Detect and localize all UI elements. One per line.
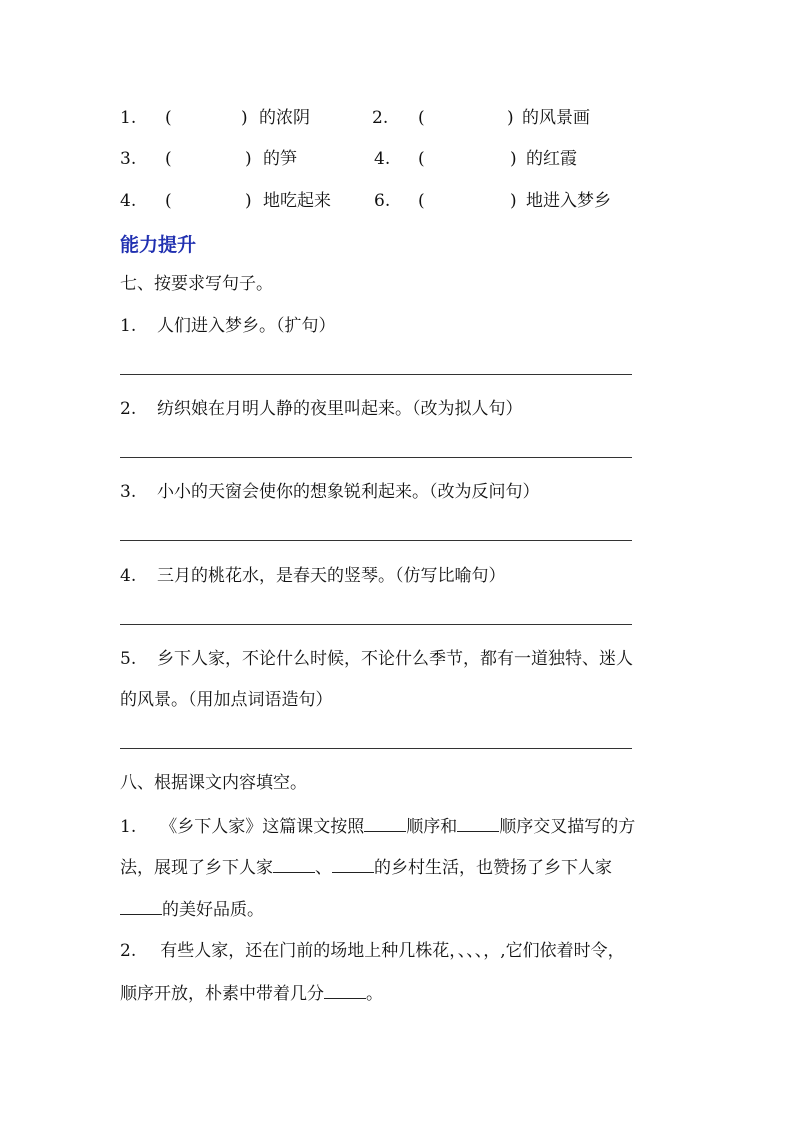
blank-suffix: 地进入梦乡 bbox=[526, 191, 611, 211]
blank[interactable] bbox=[324, 983, 366, 999]
close-paren: ) bbox=[245, 191, 252, 211]
item-number: 4. bbox=[120, 191, 137, 211]
blank-suffix: 的笋 bbox=[263, 149, 297, 169]
open-paren: ( bbox=[418, 108, 425, 128]
fill-text: 《乡下人家》这篇课文按照 bbox=[160, 817, 365, 837]
fill-text: 顺序和 bbox=[406, 817, 458, 837]
item-number: 5. bbox=[120, 649, 137, 669]
item-number: 1. bbox=[120, 316, 137, 336]
answer-line[interactable] bbox=[120, 624, 632, 625]
fill-line bbox=[120, 983, 383, 1004]
item-text: 乡下人家，不论什么时候，不论什么季节，都有一道独特、迷人 bbox=[157, 649, 633, 669]
blank-suffix: 的浓阴 bbox=[259, 108, 310, 128]
item-number: 3. bbox=[120, 482, 137, 502]
fill-line bbox=[120, 857, 612, 878]
close-paren: ) bbox=[507, 108, 514, 128]
fill-text: 的乡村生活，也赞扬了乡下人家 bbox=[374, 858, 612, 878]
item-number: 2. bbox=[120, 941, 137, 961]
fill-text: 。 bbox=[366, 984, 383, 1004]
answer-line[interactable] bbox=[120, 457, 632, 458]
blank-suffix: 的风景画 bbox=[522, 108, 590, 128]
open-paren: ( bbox=[418, 149, 425, 169]
open-paren: ( bbox=[418, 191, 425, 211]
section8-title: 八、根据课文内容填空。 bbox=[120, 773, 307, 793]
item-text: 人们进入梦乡。（扩句） bbox=[157, 316, 336, 336]
fill-text: 顺序交叉描写的方 bbox=[499, 817, 636, 837]
blank[interactable] bbox=[457, 816, 499, 832]
item-number: 4. bbox=[120, 566, 137, 586]
blank[interactable] bbox=[120, 899, 162, 915]
open-paren: ( bbox=[165, 149, 172, 169]
blank-suffix: 地吃起来 bbox=[263, 191, 331, 211]
answer-line[interactable] bbox=[120, 540, 632, 541]
fill-text: 法，展现了乡下人家 bbox=[120, 858, 273, 878]
item-number: 1. bbox=[120, 108, 137, 128]
answer-line[interactable] bbox=[120, 748, 632, 749]
item-number: 1. bbox=[120, 817, 137, 837]
open-paren: ( bbox=[165, 108, 172, 128]
fill-line bbox=[120, 816, 635, 837]
item-text: 三月的桃花水，是春天的竖琴。（仿写比喻句） bbox=[157, 566, 506, 586]
answer-line[interactable] bbox=[120, 374, 632, 375]
item-number: 2. bbox=[372, 108, 389, 128]
fill-text: 的美好品质。 bbox=[162, 900, 264, 920]
item-text: 小小的天窗会使你的想象锐利起来。（改为反问句） bbox=[157, 482, 540, 502]
close-paren: ) bbox=[241, 108, 248, 128]
blank-suffix: 的红霞 bbox=[526, 149, 577, 169]
fill-text: 有些人家，还在门前的场地上种几株花，、、、，,它们依着时令， bbox=[160, 941, 625, 961]
blank[interactable] bbox=[273, 857, 315, 873]
close-paren: ) bbox=[510, 149, 517, 169]
item-text-continued: 的风景。（用加点词语造句） bbox=[120, 690, 333, 710]
section-heading: 能力提升 bbox=[120, 234, 197, 256]
close-paren: ) bbox=[510, 191, 517, 211]
item-number: 6. bbox=[374, 191, 391, 211]
item-number: 3. bbox=[120, 149, 137, 169]
close-paren: ) bbox=[245, 149, 252, 169]
fill-line bbox=[120, 899, 264, 920]
open-paren: ( bbox=[165, 191, 172, 211]
fill-text: 、 bbox=[315, 858, 332, 878]
fill-line bbox=[120, 941, 625, 961]
item-text: 纺织娘在月明人静的夜里叫起来。（改为拟人句） bbox=[157, 399, 523, 419]
blank[interactable] bbox=[364, 816, 406, 832]
item-number: 4. bbox=[374, 149, 391, 169]
blank[interactable] bbox=[332, 857, 374, 873]
section7-title: 七、按要求写句子。 bbox=[120, 274, 273, 294]
fill-text: 顺序开放，朴素中带着几分 bbox=[120, 984, 324, 1004]
item-number: 2. bbox=[120, 399, 137, 419]
